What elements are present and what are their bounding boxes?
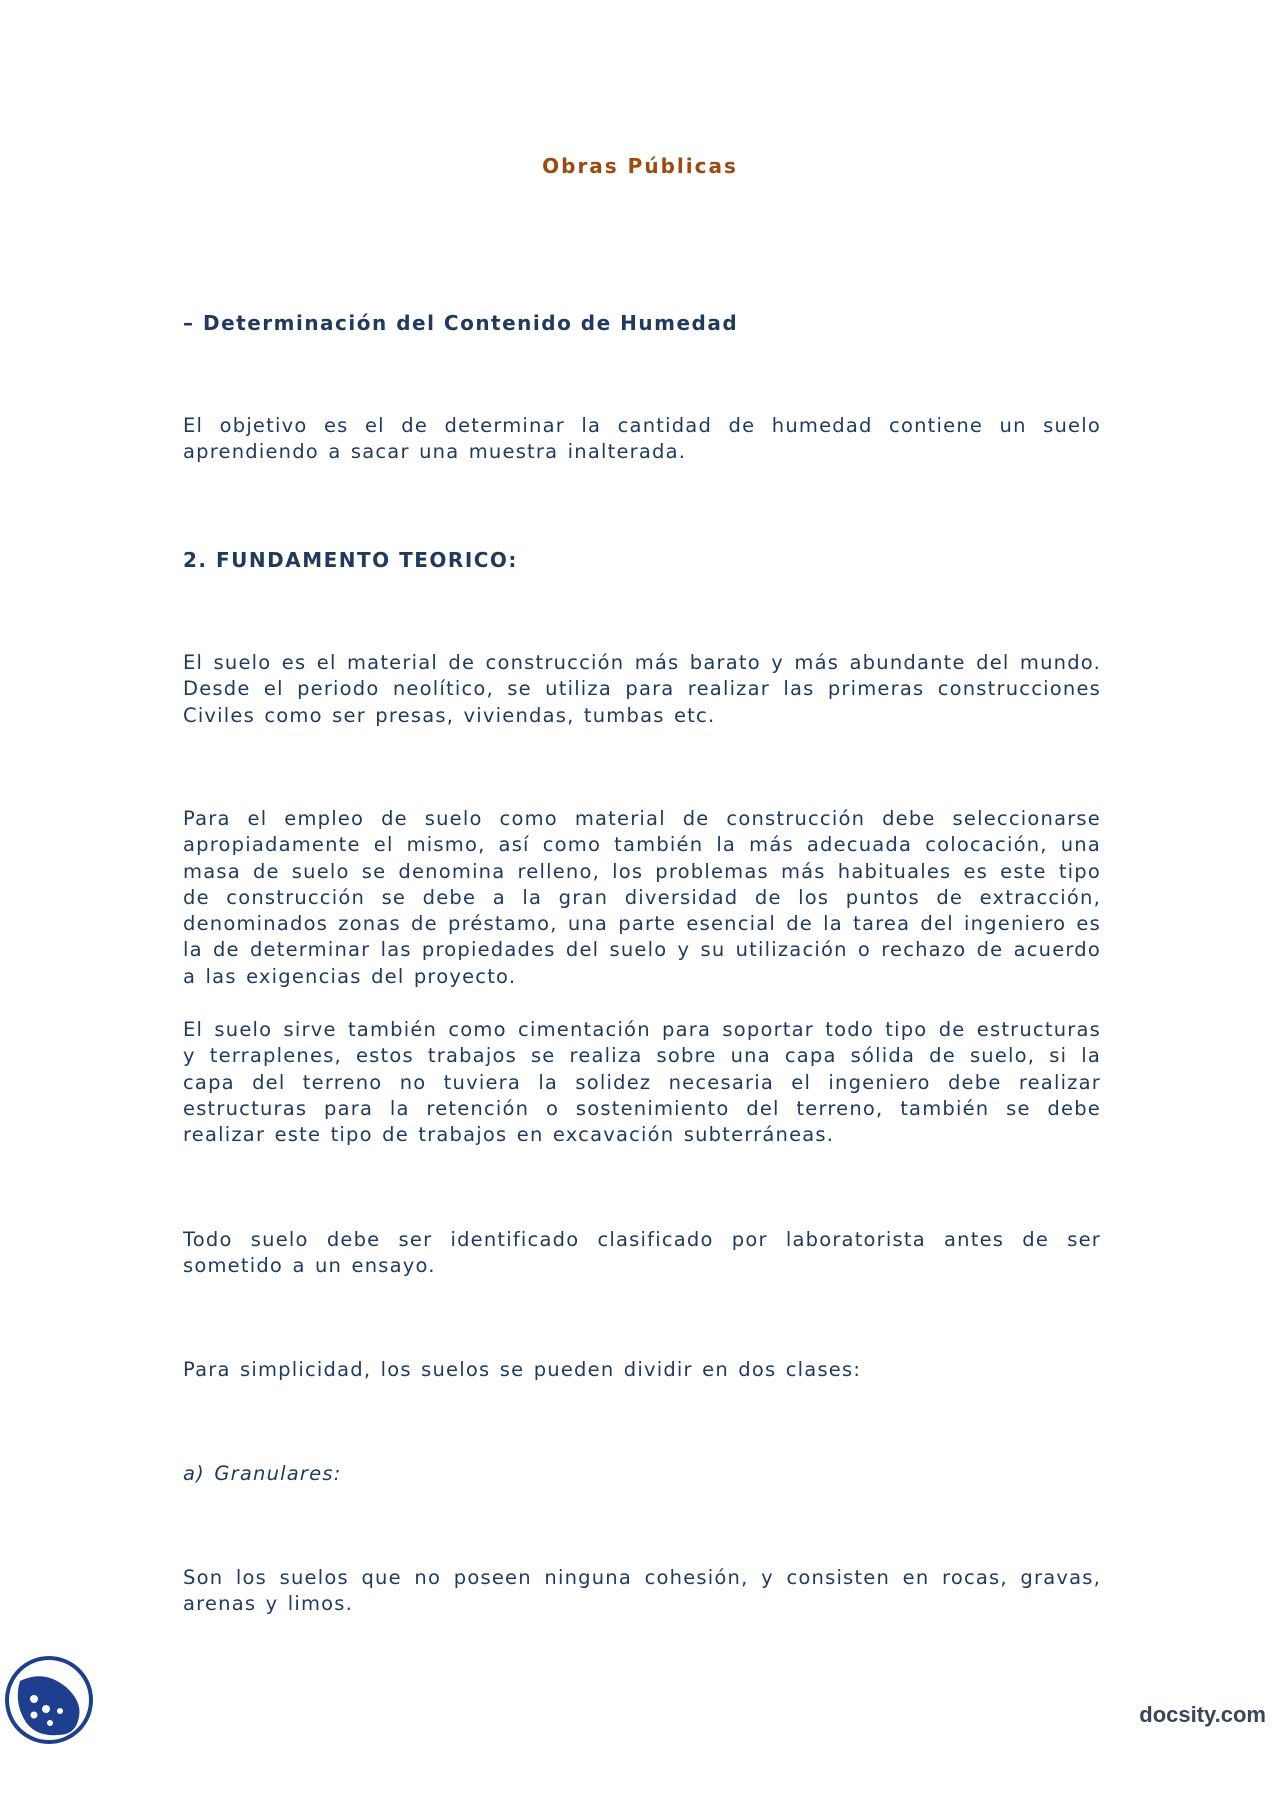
paragraph-1-text: El suelo es el material de construcción más barato y más abundante del mundo. Desde el periodo neolítico, se utiliza para realizar las primeras construcciones Civiles como ser presas, viviendas, tumbas etc. (183, 651, 1101, 727)
page-header: Obras Públicas (542, 154, 738, 178)
objective-paragraph (183, 413, 1101, 466)
footer-brand[interactable]: docsity.com (1139, 1702, 1266, 1727)
granulares-paragraph (183, 1565, 1101, 1618)
subheading-granulares: a) Granulares: (183, 1462, 342, 1485)
paragraph-2-text: Para el empleo de suelo como material de construcción debe seleccionarse apropiadamente el mismo, así como también la más adecuada colocación, una masa de suelo se denomina relleno, los problemas más habituales es este tipo de construcción se debe a la gran diversidad de los puntos de extracción, denominados zonas de préstamo, una parte esencial de la tarea del ingeniero es la de determinar las propiedades del suelo y su utilización o rechazo de acuerdo a las exigencias del proyecto. (183, 807, 1101, 988)
paragraph-2 (183, 806, 1101, 990)
paragraph-3-text: El suelo sirve también como cimentación para soportar todo tipo de estructuras y terraplenes, estos trabajos se realiza sobre una capa sólida de suelo, si la capa del terreno no tuviera la solidez necesaria el ingeniero debe realizar estructuras para la retención o sostenimiento del terreno, también se debe realizar este tipo de trabajos en excavación subterráneas. (183, 1018, 1101, 1147)
paragraph-1 (183, 650, 1101, 729)
paragraph-5-text: Para simplicidad, los suelos se pueden dividir en dos clases: (183, 1358, 862, 1381)
section-title: – Determinación del Contenido de Humedad (183, 311, 739, 335)
paragraph-4-text: Todo suelo debe ser identificado clasificado por laboratorista antes de ser sometido a un ensayo. (183, 1228, 1101, 1278)
paragraph-3 (183, 1017, 1101, 1148)
granulares-text: Son los suelos que no poseen ninguna cohesión, y consisten en rocas, gravas, arenas y limos. (183, 1566, 1101, 1616)
paragraph-5 (183, 1357, 1101, 1383)
paragraph-4 (183, 1227, 1101, 1280)
objective-text: El objetivo es el de determinar la cantidad de humedad contiene un suelo aprendiendo a sacar una muestra inalterada. (183, 414, 1101, 464)
docsity-logo-icon (4, 1655, 94, 1745)
fundamento-heading: 2. FUNDAMENTO TEORICO: (183, 548, 518, 572)
